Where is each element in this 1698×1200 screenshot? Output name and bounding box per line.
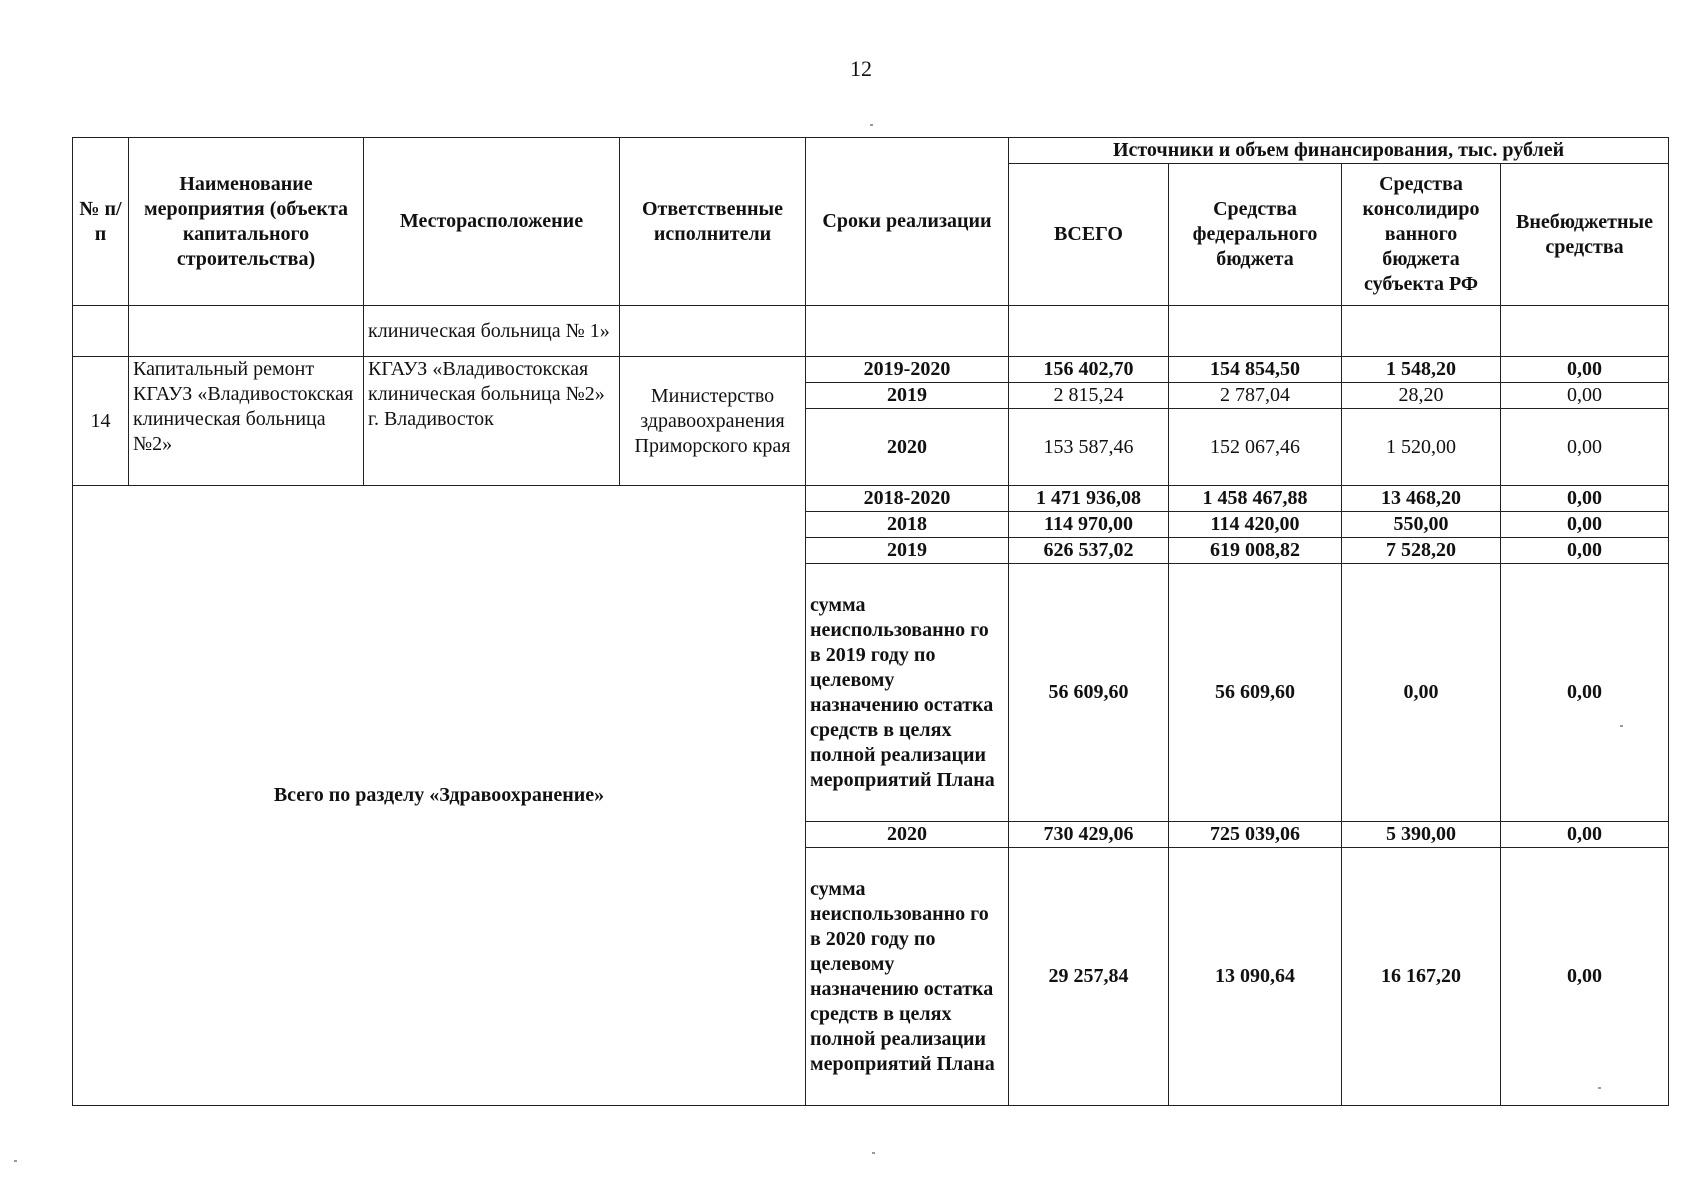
section-federal: 1 458 467,88 xyxy=(1169,486,1342,512)
header-period: Сроки реализации xyxy=(806,138,1009,306)
item14-extra: 0,00 xyxy=(1501,357,1669,383)
continuation-no-cell xyxy=(73,306,129,357)
section-extra: 0,00 xyxy=(1501,564,1669,822)
continuation-federal-cell xyxy=(1169,306,1342,357)
section-federal: 725 039,06 xyxy=(1169,822,1342,848)
item14-federal: 152 067,46 xyxy=(1169,409,1342,486)
header-name: Наименование мероприятия (объекта капитального строительства) xyxy=(129,138,364,306)
item14-total: 2 815,24 xyxy=(1009,383,1169,409)
section-period-note: сумма неиспользованно го в 2020 году по целевому назначению остатка средств в целях полной реализации мероприятий Плана xyxy=(806,848,1009,1106)
section-extra: 0,00 xyxy=(1501,512,1669,538)
section-federal: 13 090,64 xyxy=(1169,848,1342,1106)
header-total: ВСЕГО xyxy=(1009,164,1169,306)
scan-speck xyxy=(872,1152,875,1154)
section-regional: 13 468,20 xyxy=(1342,486,1501,512)
section-extra: 0,00 xyxy=(1501,822,1669,848)
item14-responsible: Министерство здравоохранения Приморского края xyxy=(620,357,806,486)
section-regional: 550,00 xyxy=(1342,512,1501,538)
item14-location: КГАУЗ «Владивостокская клиническая больница №2» г. Владивосток xyxy=(364,357,620,486)
scan-speck xyxy=(870,124,873,126)
section-regional: 16 167,20 xyxy=(1342,848,1501,1106)
continuation-extra-cell xyxy=(1501,306,1669,357)
header-regional: Средства консолидиро ванного бюджета субъекта РФ xyxy=(1342,164,1501,306)
section-period: 2020 xyxy=(806,822,1009,848)
section-period: 2019 xyxy=(806,538,1009,564)
section-extra: 0,00 xyxy=(1501,538,1669,564)
section-row-1 xyxy=(73,486,1669,512)
section-regional: 0,00 xyxy=(1342,564,1501,822)
header-funding-title: Источники и объем финансирования, тыс. рублей xyxy=(1009,138,1669,164)
item14-period: 2019-2020 xyxy=(806,357,1009,383)
continuation-regional-cell xyxy=(1342,306,1501,357)
section-period-note: сумма неиспользованно го в 2019 году по целевому назначению остатка средств в целях полной реализации мероприятий Плана xyxy=(806,564,1009,822)
item14-federal: 154 854,50 xyxy=(1169,357,1342,383)
continuation-total-cell xyxy=(1009,306,1169,357)
header-location: Месторасположение xyxy=(364,138,620,306)
item14-total: 156 402,70 xyxy=(1009,357,1169,383)
scan-speck xyxy=(14,1160,17,1162)
item14-name: Капитальный ремонт КГАУЗ «Владивостокская клиническая больница №2» xyxy=(129,357,364,486)
header-responsible: Ответственные исполнители xyxy=(620,138,806,306)
continuation-name-cell xyxy=(129,306,364,357)
item14-extra: 0,00 xyxy=(1501,409,1669,486)
section-federal: 619 008,82 xyxy=(1169,538,1342,564)
section-federal: 114 420,00 xyxy=(1169,512,1342,538)
financing-table xyxy=(72,137,1669,1106)
continuation-period-cell xyxy=(806,306,1009,357)
section-regional: 7 528,20 xyxy=(1342,538,1501,564)
section-period: 2018 xyxy=(806,512,1009,538)
header-extra: Внебюджетные средства xyxy=(1501,164,1669,306)
item14-regional: 28,20 xyxy=(1342,383,1501,409)
page-number: 12 xyxy=(850,56,872,81)
item14-regional: 1 520,00 xyxy=(1342,409,1501,486)
header-federal: Средства федерального бюджета xyxy=(1169,164,1342,306)
section-total: 29 257,84 xyxy=(1009,848,1169,1106)
item14-extra: 0,00 xyxy=(1501,383,1669,409)
section-extra: 0,00 xyxy=(1501,848,1669,1106)
section-total: 626 537,02 xyxy=(1009,538,1169,564)
header-row-1 xyxy=(73,138,1669,164)
scan-speck xyxy=(1620,725,1623,727)
continuation-row xyxy=(73,306,1669,357)
section-total: 1 471 936,08 xyxy=(1009,486,1169,512)
section-total: 56 609,60 xyxy=(1009,564,1169,822)
scan-speck xyxy=(1598,1087,1601,1089)
item14-total: 153 587,46 xyxy=(1009,409,1169,486)
item14-row-1 xyxy=(73,357,1669,383)
section-total: 114 970,00 xyxy=(1009,512,1169,538)
section-federal: 56 609,60 xyxy=(1169,564,1342,822)
continuation-responsible-cell xyxy=(620,306,806,357)
section-extra: 0,00 xyxy=(1501,486,1669,512)
item14-period: 2020 xyxy=(806,409,1009,486)
item14-federal: 2 787,04 xyxy=(1169,383,1342,409)
section-total: 730 429,06 xyxy=(1009,822,1169,848)
section-total-label: Всего по разделу «Здравоохранение» xyxy=(73,486,806,1106)
section-regional: 5 390,00 xyxy=(1342,822,1501,848)
item14-regional: 1 548,20 xyxy=(1342,357,1501,383)
header-no: № п/п xyxy=(73,138,129,306)
continuation-location: клиническая больница № 1» xyxy=(364,306,620,357)
item14-period: 2019 xyxy=(806,383,1009,409)
section-period: 2018-2020 xyxy=(806,486,1009,512)
item14-no: 14 xyxy=(73,357,129,486)
